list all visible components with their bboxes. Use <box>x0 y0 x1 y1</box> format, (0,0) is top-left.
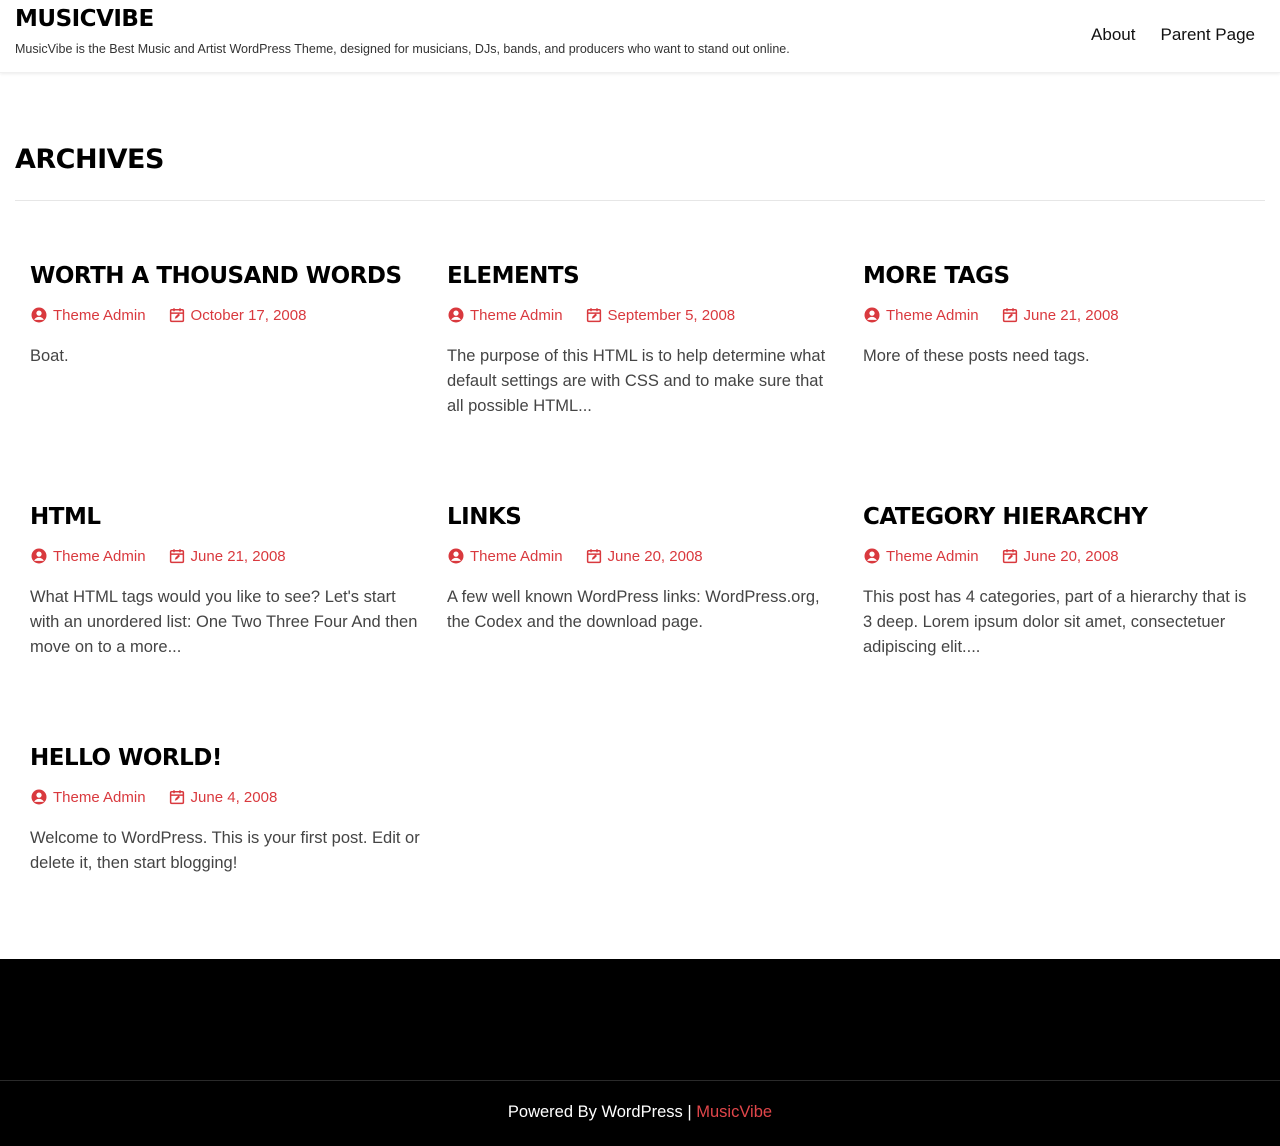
post-card <box>863 503 1253 660</box>
calendar-edit-icon <box>168 306 186 324</box>
user-circle-icon <box>863 306 881 324</box>
post-author-link[interactable] <box>863 306 979 324</box>
post-author: Theme Admin <box>886 306 979 324</box>
post-card <box>30 744 420 876</box>
post-date-link[interactable] <box>585 547 703 565</box>
post-date-link[interactable] <box>168 788 278 806</box>
post-title[interactable]: WORTH A THOUSAND WORDS <box>30 263 402 289</box>
user-circle-icon <box>30 547 48 565</box>
post-date-link[interactable] <box>585 306 736 324</box>
post-excerpt: This post has 4 categories, part of a hierarchy that is 3 deep. Lorem ipsum dolor sit amet, consectetuer adipiscing elit.... <box>863 588 1247 656</box>
post-excerpt: More of these posts need tags. <box>863 347 1090 365</box>
post-author-link[interactable] <box>863 547 979 565</box>
calendar-edit-icon <box>168 788 186 806</box>
post-card <box>447 503 837 635</box>
post-excerpt: Welcome to WordPress. This is your first post. Edit or delete it, then start blogging! <box>30 829 420 872</box>
post-author: Theme Admin <box>53 788 146 806</box>
post-card <box>30 503 420 660</box>
post-date-link[interactable] <box>1001 547 1119 565</box>
post-meta <box>30 788 420 806</box>
post-date-link[interactable] <box>168 547 286 565</box>
calendar-edit-icon <box>585 547 603 565</box>
post-date-link[interactable] <box>168 306 307 324</box>
calendar-edit-icon <box>585 306 603 324</box>
post-title[interactable]: ELEMENTS <box>447 263 580 289</box>
theme-link[interactable]: MusicVibe <box>696 1103 773 1121</box>
calendar-edit-icon <box>168 547 186 565</box>
post-title[interactable]: LINKS <box>447 504 522 530</box>
post-meta <box>447 306 837 324</box>
post-author-link[interactable] <box>447 547 563 565</box>
post-excerpt: Boat. <box>30 347 69 365</box>
user-circle-icon <box>863 547 881 565</box>
post-title[interactable]: HELLO WORLD! <box>30 745 222 771</box>
post-title[interactable]: HTML <box>30 504 101 530</box>
post-meta <box>863 547 1253 565</box>
site-title[interactable]: MUSICVIBE <box>15 6 154 32</box>
post-excerpt: A few well known WordPress links: WordPress.org, the Codex and the download page. <box>447 588 820 631</box>
post-date: June 21, 2008 <box>190 547 286 565</box>
footer-separator: | <box>687 1103 692 1121</box>
post-excerpt: The purpose of this HTML is to help determine what default settings are with CSS and to make sure that all possible HTML... <box>447 347 826 415</box>
user-circle-icon <box>447 547 465 565</box>
site-description: MusicVibe is the Best Music and Artist WordPress Theme, designed for musicians, DJs, bands, and producers who want to stand out online. <box>15 42 790 56</box>
user-circle-icon <box>447 306 465 324</box>
post-card <box>863 262 1253 369</box>
footer-widget-area <box>0 959 1280 1080</box>
post-title[interactable]: MORE TAGS <box>863 263 1010 289</box>
post-meta <box>30 547 420 565</box>
post-meta <box>30 306 420 324</box>
footer-credits <box>0 1080 1280 1146</box>
post-excerpt: What HTML tags would you like to see? Let's start with an unordered list: One Two Three Four And then move on to a more... <box>30 588 418 656</box>
post-author-link[interactable] <box>30 788 146 806</box>
archive-title: ARCHIVES <box>15 144 164 175</box>
post-meta <box>447 547 837 565</box>
post-date: June 21, 2008 <box>1023 306 1119 324</box>
post-author-link[interactable] <box>30 306 146 324</box>
calendar-edit-icon <box>1001 306 1019 324</box>
post-meta <box>863 306 1253 324</box>
site-header <box>0 0 1280 73</box>
powered-by-text: Powered By WordPress <box>507 1103 683 1121</box>
post-author-link[interactable] <box>447 306 563 324</box>
post-author: Theme Admin <box>886 547 979 565</box>
divider <box>15 200 1265 201</box>
post-author-link[interactable] <box>30 547 146 565</box>
user-circle-icon <box>30 788 48 806</box>
nav-item-about[interactable]: About <box>1091 25 1136 44</box>
post-date-link[interactable] <box>1001 306 1119 324</box>
main-navigation <box>1091 25 1255 45</box>
post-author: Theme Admin <box>53 547 146 565</box>
post-author: Theme Admin <box>470 547 563 565</box>
post-card <box>30 262 420 369</box>
post-card <box>447 262 837 419</box>
calendar-edit-icon <box>1001 547 1019 565</box>
post-date: June 4, 2008 <box>190 788 278 806</box>
nav-item-parent-page[interactable]: Parent Page <box>1160 25 1255 44</box>
post-date: June 20, 2008 <box>1023 547 1119 565</box>
post-author: Theme Admin <box>470 306 563 324</box>
post-date: June 20, 2008 <box>607 547 703 565</box>
post-author: Theme Admin <box>53 306 146 324</box>
post-title[interactable]: CATEGORY HIERARCHY <box>863 504 1148 530</box>
user-circle-icon <box>30 306 48 324</box>
post-date: September 5, 2008 <box>607 306 736 324</box>
post-date: October 17, 2008 <box>190 306 307 324</box>
